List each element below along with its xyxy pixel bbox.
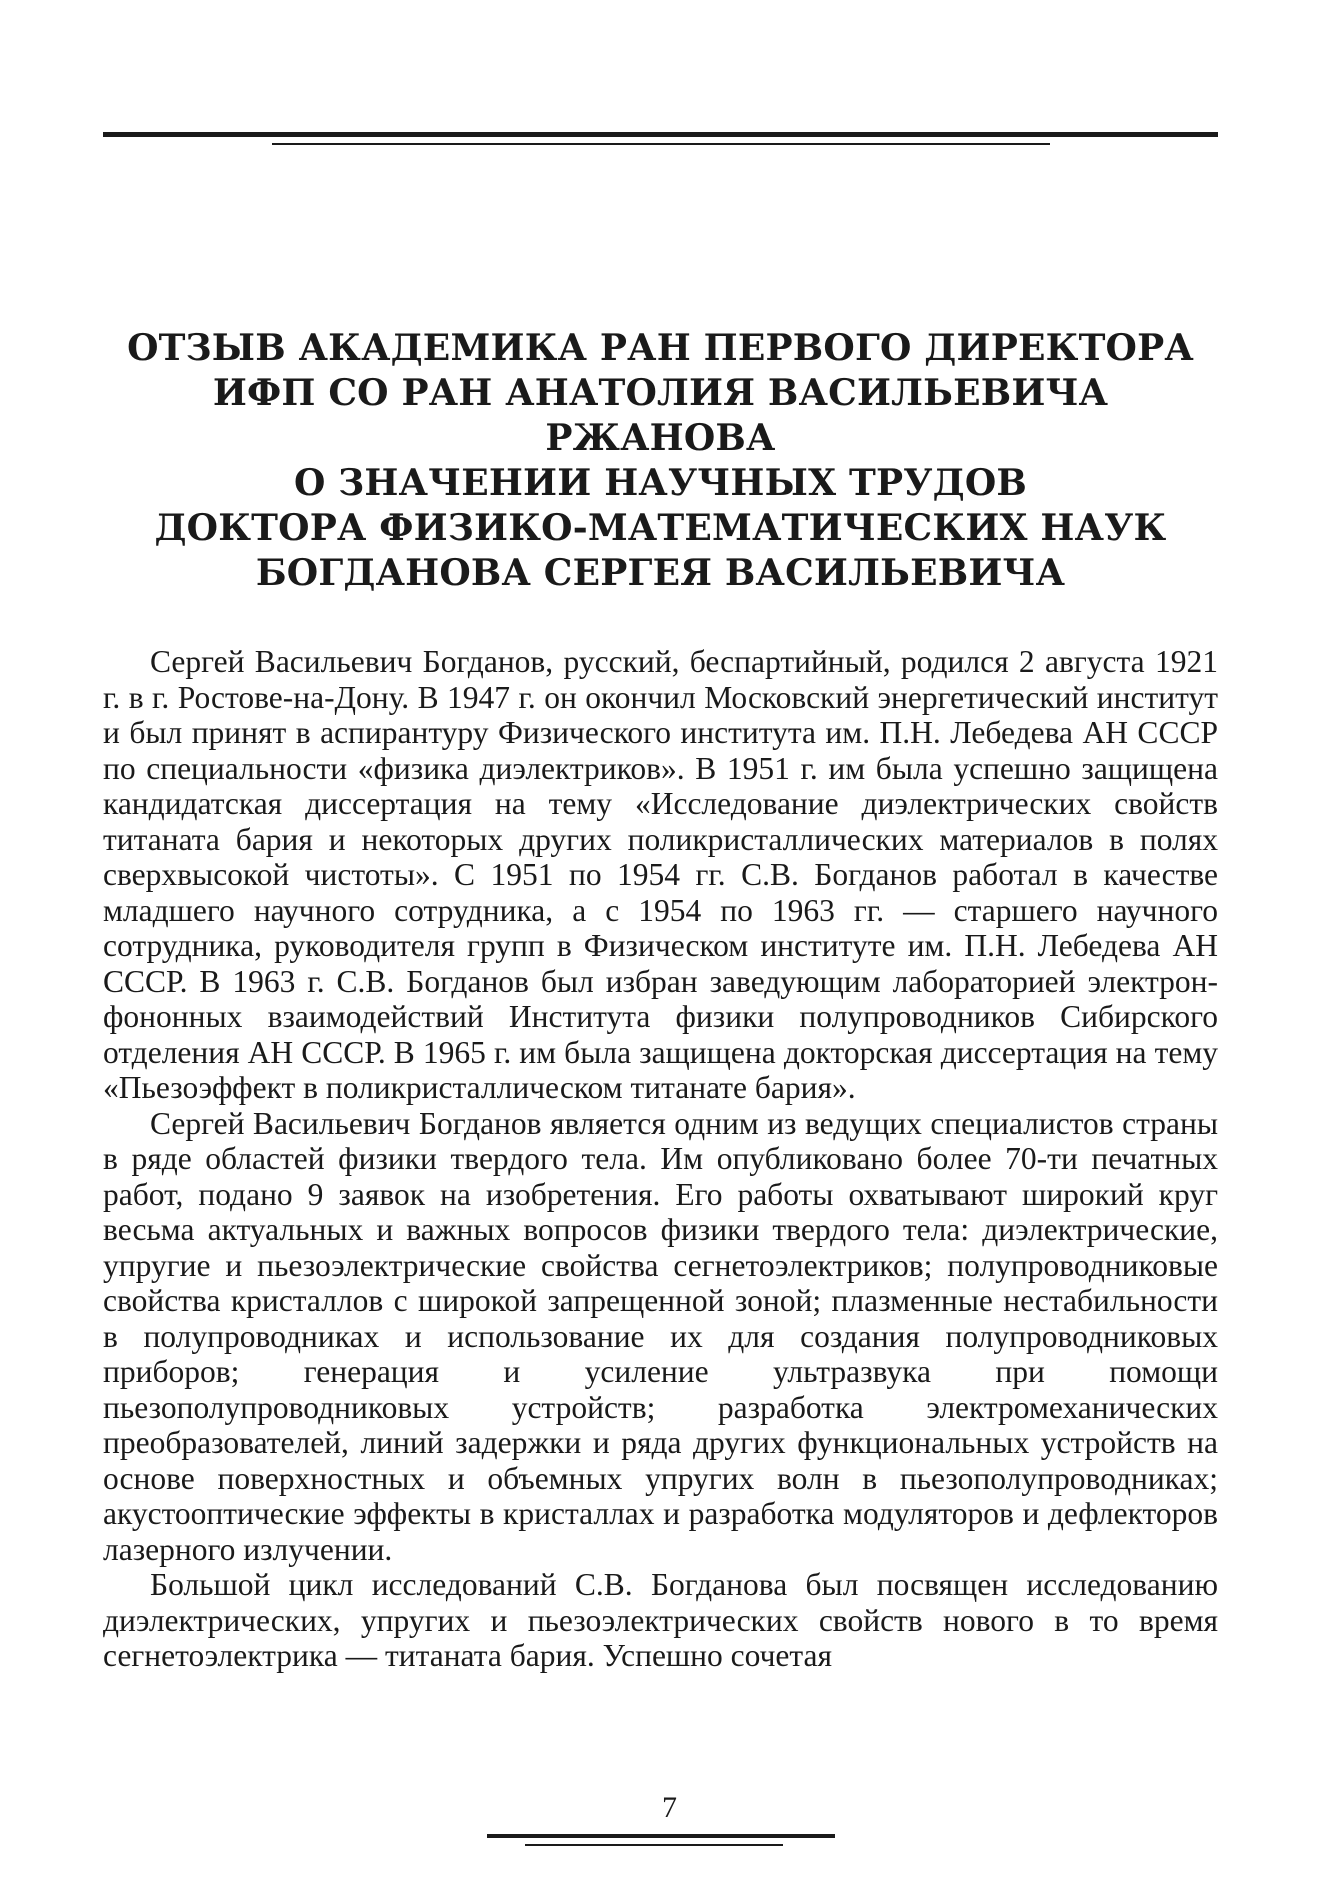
- title-line: ИФП СО РАН АНАТОЛИЯ ВАСИЛЬЕВИЧА РЖАНОВА: [212, 372, 1109, 459]
- paragraph: Сергей Васильевич Богданов, русский, беспартийный, родился 2 августа 1921 г. в г. Ростове-на-Дону. В 1947 г. он окончил Московский энергетический институт и был принят в аспирантуру Физического института им. П.Н. Лебедева АН СССР по специальности «физика диэлектриков». В 1951 г. им была успешно защищена кандидатская диссертация на тему «Исследование диэлектрических свойств титаната бария и некоторых других поликристаллических материалов в полях сверхвысокой чистоты». С 1951 по 1954 гг. С.В. Богданов работал в качестве младшего научного сотрудника, а с 1954 по 1963 гг. — старшего научного сотрудника, руководителя групп в Физическом институте им. П.Н. Лебедева АН СССР. В 1963 г. С.В. Богданов был избран заведующим лабораторией электрон-фононных взаимодействий Института физики полупроводников Сибирского отделения АН СССР. В 1965 г. им была защищена докторская диссертация на тему «Пьезоэффект в поликристаллическом титанате бария».: [103, 644, 1218, 1105]
- title-line: О ЗНАЧЕНИИ НАУЧНЫХ ТРУДОВ: [293, 462, 1028, 504]
- title-line: БОГДАНОВА СЕРГЕЯ ВАСИЛЬЕВИЧА: [255, 552, 1066, 594]
- footer-rule-thick: [487, 1834, 835, 1838]
- title-line: ДОКТОРА ФИЗИКО-МАТЕМАТИЧЕСКИХ НАУК: [154, 507, 1167, 549]
- paragraph: Сергей Васильевич Богданов является одним из ведущих специалистов страны в ряде областей физики твердого тела. Им опубликовано более 70-ти печатных работ, подано 9 заявок на изобретения. Его работы охватывают широкий круг весьма актуальных и важных вопросов физики твердого тела: диэлектрические, упругие и пьезоэлектрические свойства сегнетоэлектриков; полупроводниковые свойства кристаллов с широкой запрещенной зоной; плазменные нестабильности в полупроводниках и использование их для создания полупроводниковых приборов; генерация и усиление ультразвука при помощи пьезополупроводниковых устройств; разработка электромеханических преобразователей, линий задержки и ряда других функциональных устройств на основе поверхностных и объемных упругих волн в пьезополупроводниках; акустооптические эффекты в кристаллах и разработка модуляторов и дефлекторов лазерного излучении.: [103, 1105, 1218, 1567]
- page-number: 7: [662, 1791, 677, 1824]
- footer-rule-thin: [525, 1844, 783, 1846]
- article-title: [103, 326, 1218, 596]
- header-rule-thick: [103, 132, 1218, 137]
- title-line: ОТЗЫВ АКАДЕМИКА РАН ПЕРВОГО ДИРЕКТОРА: [127, 327, 1194, 369]
- header-rule-thin: [272, 143, 1050, 145]
- article-body: [103, 644, 1218, 1674]
- paragraph: Большой цикл исследований С.В. Богданова был посвящен исследованию диэлектрических, упругих и пьезоэлектрических свойств нового в то время сегнетоэлектрика — титаната бария. Успешно сочетая: [103, 1567, 1218, 1673]
